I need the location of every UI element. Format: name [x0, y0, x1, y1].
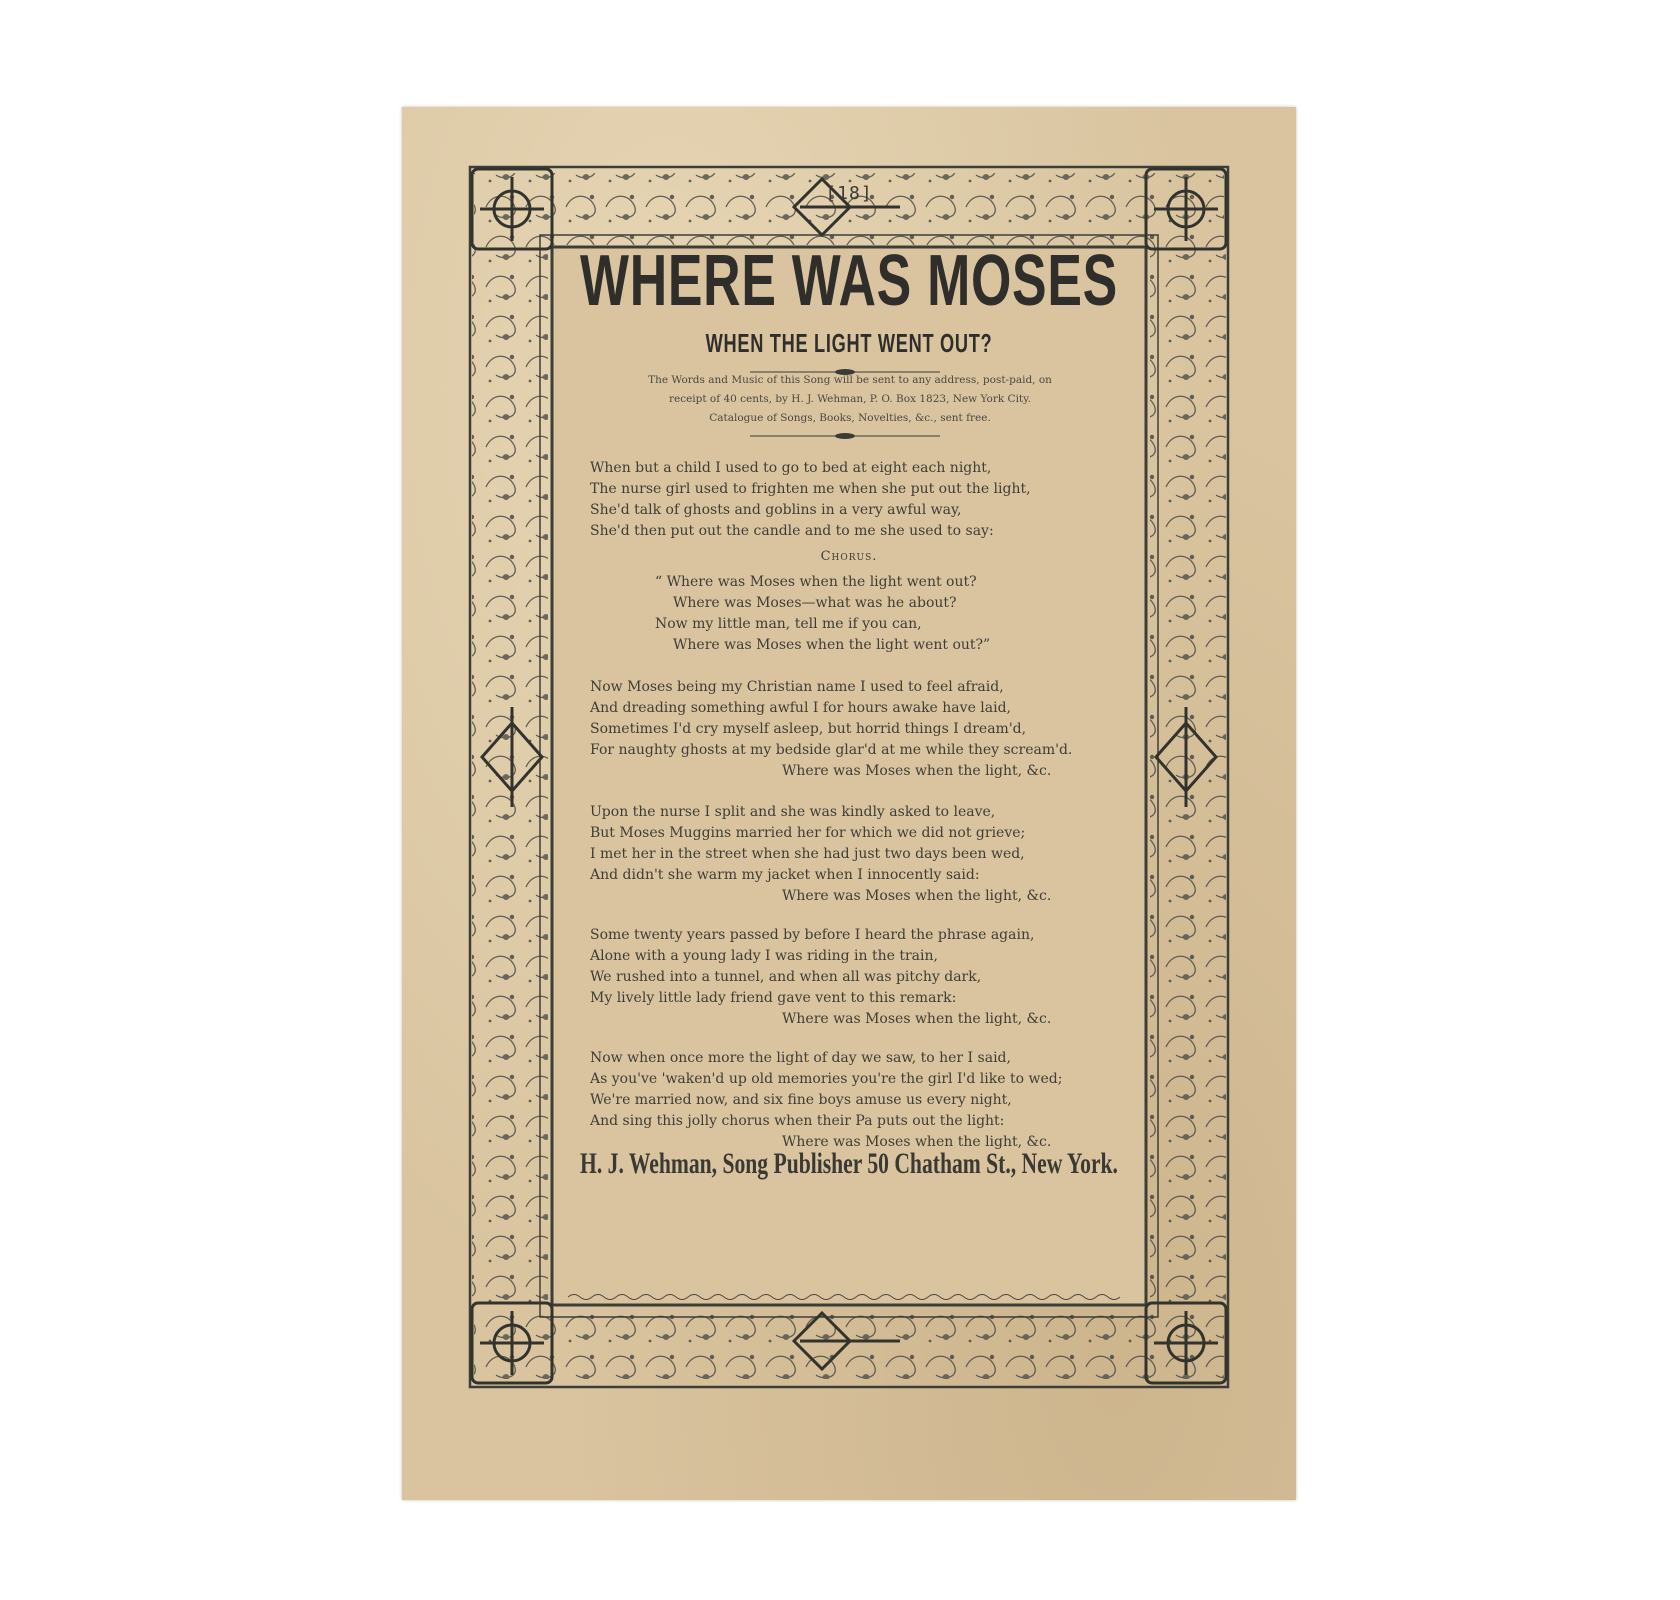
- chorus-line: “ Where was Moses when the light went out?: [655, 574, 977, 590]
- verse-5: [590, 1048, 1130, 1153]
- verse-line: And didn't she warm my jacket when I innocently said:: [590, 867, 980, 883]
- page-number: [18]: [825, 183, 873, 204]
- verse-refrain: Where was Moses when the light, &c.: [782, 1011, 1052, 1027]
- verse-refrain: Where was Moses when the light, &c.: [782, 1134, 1052, 1150]
- verse-line: And dreading something awful I for hours awake have laid,: [590, 700, 1012, 716]
- notice-rule: [750, 432, 940, 440]
- verse-line: But Moses Muggins married her for which we did not grieve;: [590, 825, 1026, 841]
- verse-line: When but a child I used to go to bed at eight each night,: [590, 460, 992, 476]
- publisher-footer: H. J. Wehman, Song Publisher 50 Chatham St., New York.: [580, 1147, 1118, 1180]
- notice-line: Catalogue of Songs, Books, Novelties, &c., sent free.: [709, 412, 991, 424]
- verse-line: Now when once more the light of day we saw, to her I said,: [590, 1050, 1011, 1066]
- verse-refrain: Where was Moses when the light, &c.: [782, 888, 1052, 904]
- notice-line: The Words and Music of this Song will be sent to any address, post-paid, on: [648, 374, 1052, 386]
- verse-line: I met her in the street when she had just two days been wed,: [590, 846, 1025, 862]
- verse-line: My lively little lady friend gave vent to this remark:: [590, 990, 957, 1006]
- verse-4: [590, 925, 1130, 1030]
- song-title: WHERE WAS MOSES: [580, 241, 1118, 321]
- verse-1: [590, 458, 1130, 542]
- verse-line: She'd talk of ghosts and goblins in a very awful way,: [590, 502, 962, 518]
- chorus-line: Now my little man, tell me if you can,: [655, 616, 922, 632]
- verse-refrain: Where was Moses when the light, &c.: [782, 763, 1052, 779]
- chorus: [655, 572, 990, 656]
- verse-2: [590, 677, 1130, 782]
- notice-line: receipt of 40 cents, by H. J. Wehman, P. O. Box 1823, New York City.: [668, 393, 1032, 405]
- verse-line: Now Moses being my Christian name I used to feel afraid,: [590, 679, 1004, 695]
- verse-line: Upon the nurse I split and she was kindly asked to leave,: [590, 804, 996, 820]
- verse-line: Sometimes I'd cry myself asleep, but horrid things I dream'd,: [590, 721, 1027, 737]
- chorus-line: Where was Moses when the light went out?”: [673, 637, 991, 653]
- verse-line: For naughty ghosts at my bedside glar'd at me while they scream'd.: [590, 742, 1073, 758]
- verse-line: Some twenty years passed by before I heard the phrase again,: [590, 927, 1035, 943]
- chorus-line: Where was Moses—what was he about?: [673, 595, 957, 611]
- song-subtitle: WHEN THE LIGHT WENT OUT?: [705, 328, 993, 358]
- verse-line: Alone with a young lady I was riding in the train,: [590, 948, 938, 964]
- publisher-notice: [580, 371, 1120, 428]
- verse-line: She'd then put out the candle and to me she used to say:: [590, 523, 994, 539]
- verse-line: And sing this jolly chorus when their Pa puts out the light:: [590, 1113, 1005, 1129]
- verse-3: [590, 802, 1130, 907]
- verse-line: The nurse girl used to frighten me when she put out the light,: [590, 481, 1031, 497]
- verse-line: We rushed into a tunnel, and when all was pitchy dark,: [590, 969, 982, 985]
- verse-line: We're married now, and six fine boys amuse us every night,: [590, 1092, 1012, 1108]
- chorus-label: Chorus.: [820, 549, 878, 564]
- verse-line: As you've 'waken'd up old memories you're the girl I'd like to wed;: [590, 1071, 1063, 1087]
